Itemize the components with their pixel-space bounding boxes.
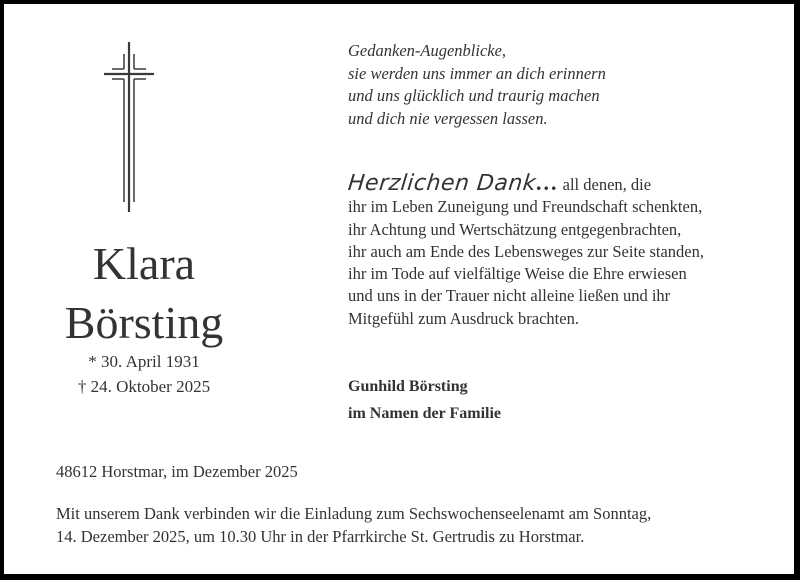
poem-line: und uns glücklich und traurig machen — [348, 86, 600, 105]
thanks-dots: ... — [536, 170, 559, 195]
thanks-first-line — [348, 172, 788, 196]
thanks-line: ihr im Tode auf vielfältige Weise die Ehre erwiesen — [348, 264, 687, 284]
poem-line: sie werden uns immer an dich erinnern — [348, 63, 606, 83]
place-date: 48612 Horstmar, im Dezember 2025 — [56, 462, 298, 481]
signature-note: im Namen der Familie — [348, 405, 502, 422]
death-date: † 24. Oktober 2025 — [77, 377, 211, 396]
poem — [348, 40, 606, 130]
thanks-heading: Herzlichen Dank — [346, 171, 538, 196]
thanks-line: und uns in der Trauer nicht alleine ließen und ihr — [348, 286, 671, 306]
thanks-line: Mitgefühl zum Ausdruck brachten. — [348, 308, 579, 328]
thanks-line: ihr Achtung und Wertschätzung entgegenbrachten, — [348, 219, 682, 239]
thanks-line: ihr auch am Ende des Lebensweges zur Seite standen, — [348, 241, 704, 261]
birth-date: * 30. April 1931 — [88, 352, 200, 371]
signature-name: Gunhild Börsting — [348, 378, 468, 395]
invitation-line: Mit unserem Dank verbinden wir die Einladung zum Sechswochenseelenamt am Sonntag, — [56, 504, 652, 523]
thanks-line: all denen, die — [558, 175, 652, 194]
poem-line: Gedanken-Augenblicke, — [348, 41, 507, 60]
last-name: Börsting — [64, 297, 224, 348]
thanks-line: ihr im Leben Zuneigung und Freundschaft schenkten, — [348, 197, 703, 217]
invitation-line: 14. Dezember 2025, um 10.30 Uhr in der Pfarrkirche St. Gertrudis zu Horstmar. — [56, 527, 585, 546]
thanks-text — [348, 172, 788, 330]
first-name: Klara — [92, 238, 196, 289]
invitation — [56, 502, 756, 548]
cross-icon — [104, 42, 154, 212]
poem-line: und dich nie vergessen lassen. — [348, 108, 548, 128]
obituary-card — [4, 4, 794, 574]
